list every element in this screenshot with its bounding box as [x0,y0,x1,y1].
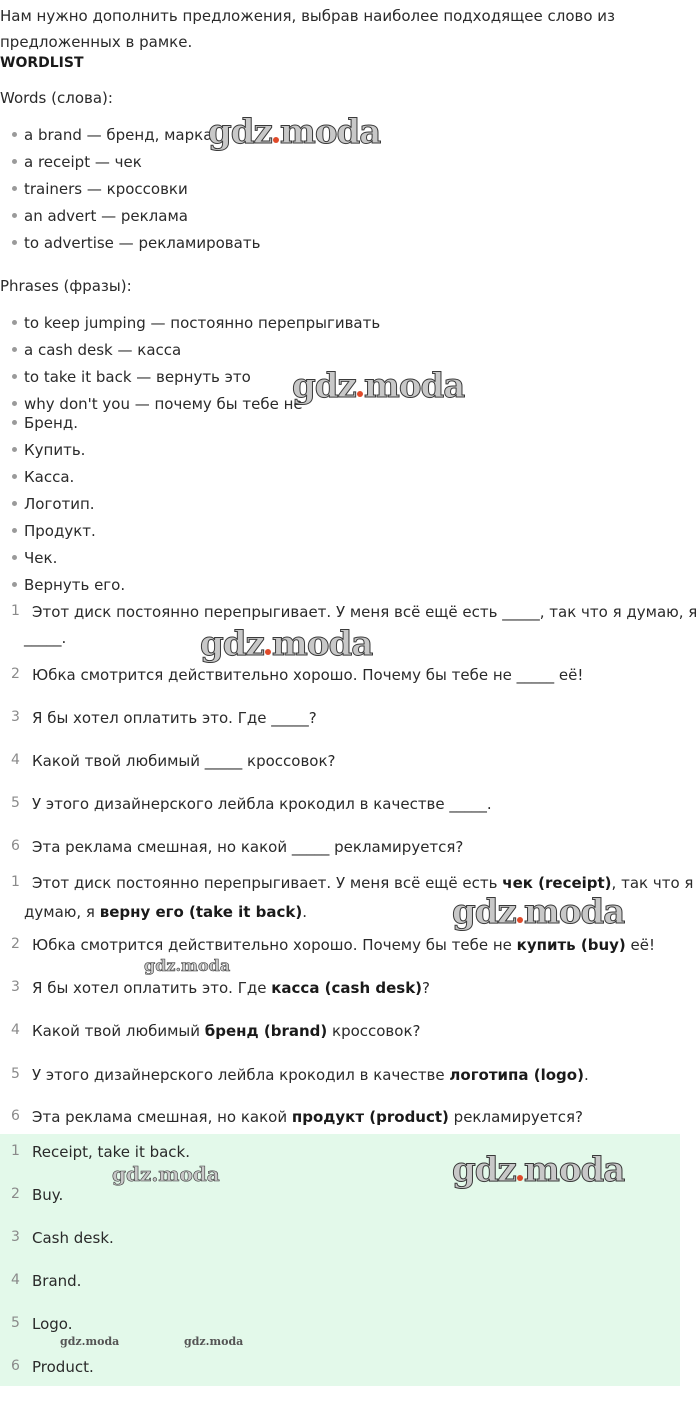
word-item: to advertise — рекламировать [12,234,260,252]
answer-text: Logo. [32,1315,73,1333]
item-number: 1 [11,603,20,619]
bullet-icon [12,159,17,164]
solved-text: Какой твой любимый [32,1022,205,1040]
bullet-icon [12,420,17,425]
solved-text: её! [625,936,656,954]
solved-text: . [583,1066,589,1084]
solved-text: У этого дизайнерского лейбла крокодил в качестве [32,1066,450,1084]
answer-text: Receipt, take it back. [32,1143,191,1161]
dot-icon [273,137,279,143]
solved-text: думаю, я [24,903,100,921]
solved-text: , так что я [611,874,694,892]
solved-text: Юбка смотрится действительно хорошо. Почему бы тебе не [32,936,517,954]
item-number: 4 [11,1272,20,1288]
dot-icon [517,917,523,923]
solved-text: Этот диск постоянно перепрыгивает. У меня всё ещё есть [32,874,503,892]
word-item: a receipt — чек [12,153,142,171]
phrase-item: to keep jumping — постоянно перепрыгивать [12,314,380,332]
task-text: Юбка смотрится действительно хорошо. Почему бы тебе не _____ её! [32,666,584,684]
phrases-heading: Phrases (фразы): [0,277,132,295]
item-number: 4 [11,1022,20,1038]
intro-text: Нам нужно дополнить предложения, выбрав наиболее подходящее слово из предложенных в рамке. [0,7,615,51]
solved-text: рекламируется? [448,1108,583,1126]
bullet-icon [12,374,17,379]
bullet-icon [12,347,17,352]
item-number: 2 [11,1186,20,1202]
item-number: 5 [11,795,20,811]
bullet-icon [12,240,17,245]
item-number: 2 [11,936,20,952]
option-item: Вернуть его. [12,576,125,594]
watermark-logo: gdz moda [292,366,465,406]
option-item: Продукт. [12,522,96,540]
item-number: 6 [11,1358,20,1374]
answer-word: верну его (take it back) [99,903,303,921]
item-number: 4 [11,752,20,768]
item-number: 6 [11,838,20,854]
item-number: 1 [11,1143,20,1159]
watermark-logo: gdz moda [208,112,381,152]
item-number: 3 [11,1229,20,1245]
task-text: Эта реклама смешная, но какой _____ рекламируется? [32,838,464,856]
watermark-logo: gdz moda [452,892,625,932]
item-number: 3 [11,709,20,725]
phrase-item: a cash desk — касса [12,341,181,359]
bullet-icon [12,528,17,533]
dot-icon [517,1175,523,1181]
task-text: Какой твой любимый _____ кроссовок? [32,752,336,770]
option-item: Бренд. [12,414,78,432]
item-number: 2 [11,666,20,682]
answer-text: Cash desk. [32,1229,114,1247]
item-number: 3 [11,979,20,995]
watermark-logo: gdz.moda [144,956,231,975]
answer-word: купить (buy) [516,936,626,954]
bullet-icon [12,132,17,137]
solved-text: Я бы хотел оплатить это. Где [32,979,272,997]
word-item: trainers — кроссовки [12,180,188,198]
bullet-icon [12,320,17,325]
task-text: Этот диск постоянно перепрыгивает. У меня всё ещё есть _____, так что я думаю, я [32,603,697,621]
option-item: Касса. [12,468,74,486]
answer-word: бренд (brand) [204,1022,328,1040]
item-number: 1 [11,874,20,890]
watermark-logo: gdz moda [200,624,373,664]
answer-word: логотипа (logo) [449,1066,584,1084]
task-text: _____. [24,629,67,647]
dot-icon [265,649,271,655]
word-item: an advert — реклама [12,207,188,225]
wordlist-title: WORDLIST [0,55,84,71]
answer-text: Brand. [32,1272,82,1290]
bullet-icon [12,555,17,560]
bullet-icon [12,401,17,406]
answer-word: чек (receipt) [502,874,612,892]
option-item: Купить. [12,441,85,459]
bullet-icon [12,186,17,191]
option-item: Логотип. [12,495,95,513]
item-number: 5 [11,1315,20,1331]
item-number: 6 [11,1108,20,1124]
watermark-logo: gdz moda [452,1150,625,1190]
bullet-icon [12,447,17,452]
answer-text: Buy. [32,1186,64,1204]
answer-word: касса (cash desk) [271,979,423,997]
bullet-icon [12,213,17,218]
bullet-icon [12,501,17,506]
solved-text: кроссовок? [327,1022,421,1040]
words-heading: Words (слова): [0,89,113,107]
option-item: Чек. [12,549,57,567]
task-text: Я бы хотел оплатить это. Где _____? [32,709,317,727]
dot-icon [357,391,363,397]
solved-text: Эта реклама смешная, но какой [32,1108,292,1126]
phrase-item: to take it back — вернуть это [12,368,251,386]
phrase-item: why don't you — почему бы тебе не [12,395,303,413]
answer-word: продукт (product) [291,1108,449,1126]
bullet-icon [12,582,17,587]
watermark-logo: gdz.moda [60,1335,120,1348]
task-text: У этого дизайнерского лейбла крокодил в качестве _____. [32,795,492,813]
solved-text: . [302,903,308,921]
answer-text: Product. [32,1358,94,1376]
watermark-logo: gdz.moda [184,1335,244,1348]
item-number: 5 [11,1066,20,1082]
solved-text: ? [422,979,431,997]
word-item: a brand — бренд, марка [12,126,212,144]
bullet-icon [12,474,17,479]
watermark-logo: gdz.moda [112,1162,220,1186]
